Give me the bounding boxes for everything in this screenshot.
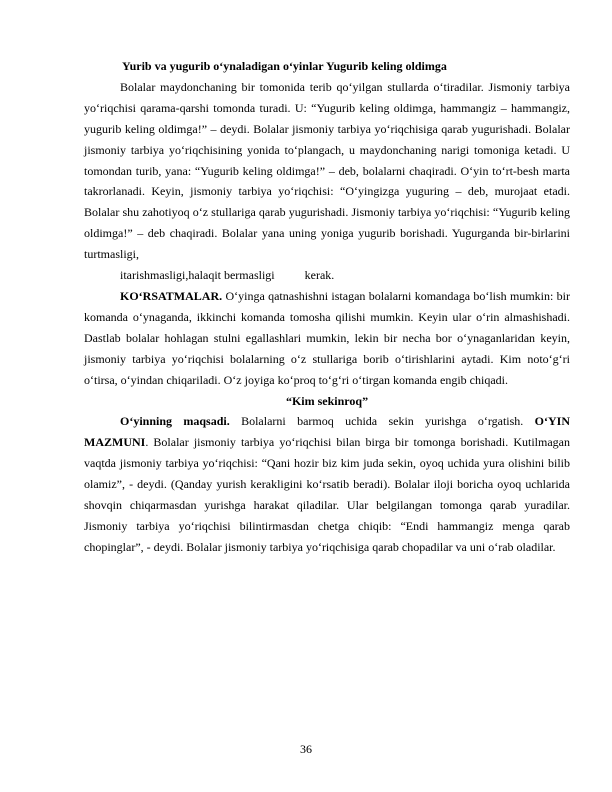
instructions-text: O‘yinga qatnashishni istagan bolalarni komandaga bo‘lish mumkin: bir komanda o‘ynaganda, ikkinchi komanda tomosha qilishi mumkin. Keyin ular o‘rin almashishadi. Dastlab bolalar hohlagan stulni egallashlari mumkin, lekin bir necha bor o‘ynaganlaridan keyin, jismoniy tarbiya yo‘riqchisi bolalarning o‘z stullariga borib o‘tirishlarini aytadi. Kim noto‘g‘ri o‘tirsa, o‘yindan chiqariladi. O‘z joyiga ko‘proq to‘g‘ri o‘tirgan komanda engib chiqadi.: [84, 288, 570, 387]
content-text: . Bolalar jismoniy tarbiya yo‘riqchisi bilan birga bir tomonga borishadi. Kutilmagan vaqtda jismoniy tarbiya yo‘riqchisi: “Qani hozir biz kim juda sekin, oyoq uchida yura olishini bilib olamiz”, - deydi. (Qanday yurish kerakligini ko‘rsatib beradi). Bolalar iloji boricha oyoq uchlarida shovqin chiqarmasdan yurishga harakat qiladilar. Ular belgilangan tomonga qarab yuradilar. Jismoniy tarbiya yo‘riqchisi bilintirmasdan chetga chiqib: “Endi hammangiz menga qarab chopinglar”, - deydi. Bolalar jismoniy tarbiya yo‘riqchisiga qarab chopadilar va uni o‘rab oladilar.: [84, 435, 570, 554]
paragraph-continuation: [84, 265, 570, 286]
section-title: Yurib va yugurib o‘ynaladigan o‘yinlar Yugurib keling oldimga: [122, 59, 447, 73]
page-number: 36: [300, 742, 312, 756]
paragraph-instructions: [84, 286, 570, 391]
goal-label: O‘yinning maqsadi.: [120, 414, 230, 429]
game-heading: “Kim sekinroq”: [285, 393, 369, 408]
continuation-text: itarishmasligi,halaqit bermasligi: [120, 268, 275, 283]
paragraph-game-goal: [84, 411, 570, 557]
instructions-label: KO‘RSATMALAR.: [120, 288, 223, 303]
paragraph-game-description: Bolalar maydonchaning bir tomonida terib qo‘yilgan stullarda o‘tiradilar. Jismoniy tarbiya yo‘riqchisi qarama-qarshi tomonda turadi. U: “Yugurib keling oldimga, hammangiz – hammangiz, yugurib keling oldimga!” – deydi. Bolalar jismoniy tarbiya yo‘riqchisiga qarab yugurishadi. Bolalar jismoniy tarbiya yo‘riqchisining yonida to‘plangach, u maydonchaning narigi tomoniga ketadi. U tomondan turib, yana: “Yugurib keling oldimga!” – deb, bolalarni chaqiradi. O‘yin to‘rt-besh marta takrorlanadi. Keyin, jismoniy tarbiya yo‘riqchisi: “O‘yingizga yuguring – deb, murojaat etadi. Bolalar shu zahotiyoq o‘z stullariga qarab yugurishadi. Jismoniy tarbiya yo‘riqchisi: “Yugurib keling oldimga!” – deb chaqiradi. Bolalar yana uning yoniga yugurib borishadi. Yugurganda bir-birlarini turtmasligi,: [84, 79, 570, 262]
content-label: O‘YIN MAZMUNI: [84, 414, 570, 450]
continuation-word: kerak.: [304, 268, 335, 283]
goal-text: Bolalarni barmoq uchida sekin yurishga o‘rgatish.: [229, 414, 535, 429]
document-page: [84, 56, 570, 558]
